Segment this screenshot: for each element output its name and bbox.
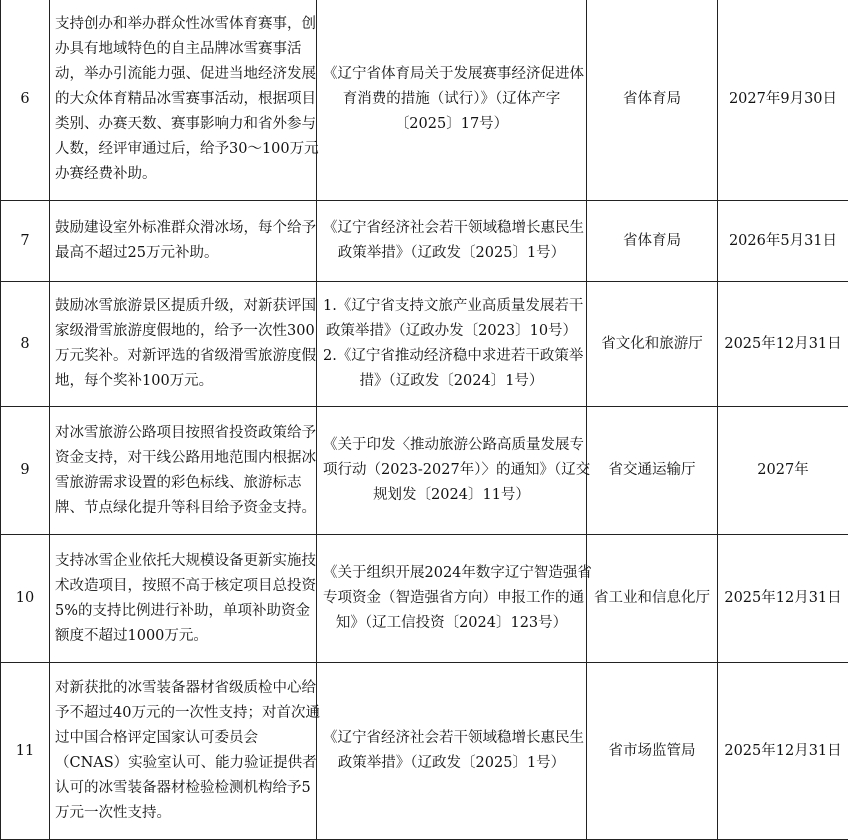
support-content-line: 认可的冰雪装备器材检验检测机构给予5 (55, 776, 311, 801)
table-row (1, 535, 848, 663)
table-row (1, 201, 848, 282)
responsible-department (587, 663, 718, 840)
policy-basis-line: 《关于印发〈推动旅游公路高质量发展专 (323, 433, 580, 458)
policy-basis (317, 201, 587, 282)
support-content-line: 万元一次性支持。 (55, 801, 311, 826)
policy-basis-line: 专项资金（智造强省方向）申报工作的通 (323, 586, 580, 611)
support-content-line: （CNAS）实验室认可、能力验证提供者 (55, 751, 311, 776)
support-content (50, 282, 317, 407)
deadline-text: 2025年12月31日 (724, 743, 841, 759)
support-content-line: 牌、节点绿化提升等科目给予资金支持。 (55, 496, 311, 521)
support-content (50, 0, 317, 201)
policy-basis-line: 规划发〔2024〕11号） (323, 483, 580, 508)
policy-basis-line: 政策举措》（辽政办发〔2023〕10号） (323, 319, 580, 344)
policy-basis-line: 1.《辽宁省支持文旅产业高质量发展若干 (323, 294, 580, 319)
support-content-line: 5%的支持比例进行补助，单项补助资金 (55, 599, 311, 624)
row-number (1, 0, 50, 201)
support-content-line: 过中国合格评定国家认可委员会 (55, 726, 311, 751)
row-number (1, 535, 50, 663)
policy-basis (317, 407, 587, 535)
support-content-line: 类别、办赛天数、赛事影响力和省外参与 (55, 112, 311, 137)
policy-basis-line: 项行动（2023-2027年）〉的通知》（辽交 (323, 458, 580, 483)
support-content-line: 办赛经费补助。 (55, 162, 311, 187)
table-row (1, 0, 848, 201)
policy-basis-line: 《辽宁省经济社会若干领域稳增长惠民生 (323, 216, 580, 241)
support-content-line: 对新获批的冰雪装备器材省级质检中心给 (55, 676, 311, 701)
table-row (1, 663, 848, 840)
deadline-text: 2026年5月31日 (729, 233, 837, 249)
deadline-text: 2025年12月31日 (724, 336, 841, 352)
support-content (50, 201, 317, 282)
deadline (718, 201, 848, 282)
responsible-department (587, 407, 718, 535)
department-text: 省体育局 (623, 91, 681, 107)
support-content-line: 家级滑雪旅游度假地的，给予一次性300 (55, 319, 311, 344)
row-number-text: 7 (20, 233, 29, 249)
department-text: 省市场监管局 (609, 743, 696, 759)
support-content-line: 人数，经评审通过后，给予30～100万元 (55, 137, 311, 162)
support-content-line: 额度不超过1000万元。 (55, 624, 311, 649)
row-number-text: 9 (20, 462, 29, 478)
row-number-text: 8 (20, 336, 29, 352)
support-content-line: 鼓励冰雪旅游景区提质升级，对新获评国 (55, 294, 311, 319)
table-row (1, 282, 848, 407)
support-content-line: 支持冰雪企业依托大规模设备更新实施技 (55, 549, 311, 574)
support-content-line: 支持创办和举办群众性冰雪体育赛事，创 (55, 12, 311, 37)
support-content-line: 的大众体育精品冰雪赛事活动，根据项目 (55, 87, 311, 112)
support-content-line: 对冰雪旅游公路项目按照省投资政策给予 (55, 421, 311, 446)
policy-basis-line: 知》（辽工信投资〔2024〕123号） (323, 611, 580, 636)
policy-basis-line: 2.《辽宁省推动经济稳中求进若干政策举 (323, 344, 580, 369)
deadline (718, 407, 848, 535)
support-content-line: 鼓励建设室外标准群众滑冰场，每个给予 (55, 216, 311, 241)
support-content-line: 资金支持，对干线公路用地范围内根据冰 (55, 446, 311, 471)
department-text: 省文化和旅游厅 (601, 336, 703, 352)
policy-basis (317, 282, 587, 407)
support-content (50, 663, 317, 840)
support-content-line: 万元奖补。对新评选的省级滑雪旅游度假 (55, 344, 311, 369)
policy-basis (317, 663, 587, 840)
deadline (718, 663, 848, 840)
responsible-department (587, 282, 718, 407)
row-number-text: 6 (20, 91, 29, 107)
responsible-department (587, 535, 718, 663)
support-content-line: 雪旅游需求设置的彩色标线、旅游标志 (55, 471, 311, 496)
support-content-line: 予不超过40万元的一次性支持；对首次通 (55, 701, 311, 726)
support-content-line: 动，举办引流能力强、促进当地经济发展 (55, 62, 311, 87)
row-number (1, 282, 50, 407)
row-number-text: 10 (16, 590, 34, 606)
policy-basis-line: 措》（辽政发〔2024〕1号） (323, 369, 580, 394)
row-number-text: 11 (16, 743, 34, 759)
support-content-line: 地，每个奖补100万元。 (55, 369, 311, 394)
deadline (718, 535, 848, 663)
responsible-department (587, 201, 718, 282)
support-content (50, 407, 317, 535)
department-text: 省工业和信息化厅 (594, 590, 710, 606)
responsible-department (587, 0, 718, 201)
policy-basis (317, 535, 587, 663)
row-number (1, 663, 50, 840)
support-content-line: 办具有地域特色的自主品牌冰雪赛事活 (55, 37, 311, 62)
policy-basis-line: 政策举措》（辽政发〔2025〕1号） (323, 751, 580, 776)
department-text: 省体育局 (623, 233, 681, 249)
deadline-text: 2027年9月30日 (729, 91, 837, 107)
policy-basis-line: 《辽宁省经济社会若干领域稳增长惠民生 (323, 726, 580, 751)
policy-basis-line: 《关于组织开展2024年数字辽宁智造强省 (323, 561, 580, 586)
policy-basis-line: 政策举措》（辽政发〔2025〕1号） (323, 241, 580, 266)
support-content-line: 术改造项目，按照不高于核定项目总投资 (55, 574, 311, 599)
deadline (718, 282, 848, 407)
deadline-text: 2025年12月31日 (724, 590, 841, 606)
table-row (1, 407, 848, 535)
policy-table-body (1, 0, 848, 840)
policy-basis (317, 0, 587, 201)
row-number (1, 201, 50, 282)
support-content-line: 最高不超过25万元补助。 (55, 241, 311, 266)
policy-basis-line: 育消费的措施（试行）》（辽体产字 (323, 87, 580, 112)
policy-basis-line: 《辽宁省体育局关于发展赛事经济促进体 (323, 62, 580, 87)
support-content (50, 535, 317, 663)
row-number (1, 407, 50, 535)
policy-basis-line: 〔2025〕17号） (323, 112, 580, 137)
deadline-text: 2027年 (757, 462, 808, 478)
department-text: 省交通运输厅 (609, 462, 696, 478)
deadline (718, 0, 848, 201)
